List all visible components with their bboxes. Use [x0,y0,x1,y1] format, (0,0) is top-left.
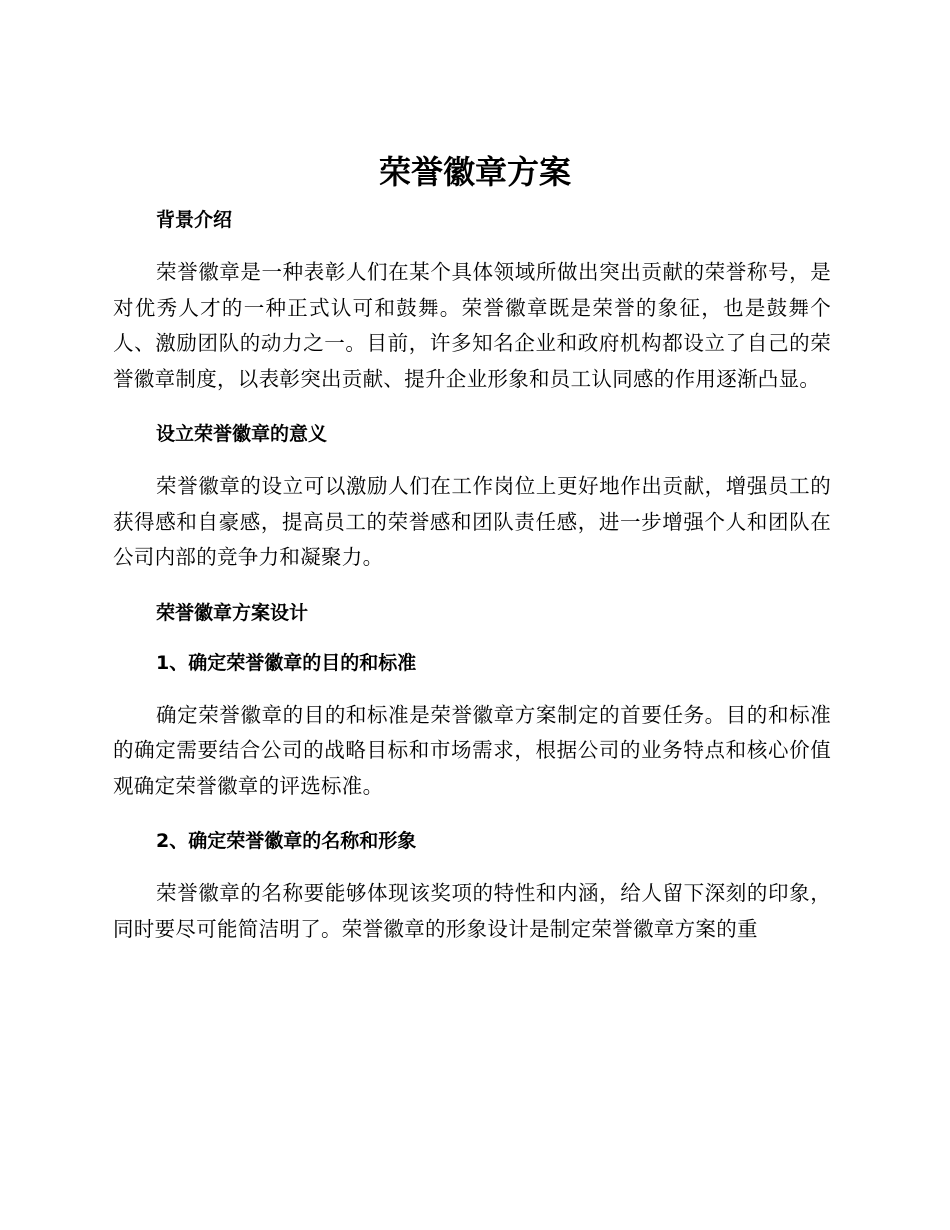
section-heading-background: 背景介绍 [156,209,233,231]
paragraph-background: 荣誉徽章是一种表彰人们在某个具体领域所做出突出贡献的荣誉称号，是对优秀人才的一种正式认可和鼓舞。荣誉徽章既是荣誉的象征，也是鼓舞个人、激励团队的动力之一。目前，许多知名企业和政府机构都设立了自己的荣誉徽章制度，以表彰突出贡献、提升企业形象和员工认同感的作用逐渐凸显。 [113,260,831,391]
section-heading-plan-design: 荣誉徽章方案设计 [156,601,309,624]
paragraph-name-image: 荣誉徽章的名称要能够体现该奖项的特性和内涵，给人留下深刻的印象，同时要尽可能简洁明了。荣誉徽章的形象设计是制定荣誉徽章方案的重 [113,881,831,941]
subheading-purpose-standards: 1、确定荣誉徽章的目的和标准 [156,651,417,674]
document-body [113,205,831,969]
document-title: 荣誉徽章方案 [378,153,571,191]
section-heading-significance: 设立荣誉徽章的意义 [156,423,328,445]
paragraph-significance: 荣誉徽章的设立可以激励人们在工作岗位上更好地作出贡献，增强员工的获得感和自豪感，提高员工的荣誉感和团队责任感，进一步增强个人和团队在公司内部的竞争力和凝聚力。 [113,474,831,569]
paragraph-purpose-standards: 确定荣誉徽章的目的和标准是荣誉徽章方案制定的首要任务。目的和标准的确定需要结合公司的战略目标和市场需求，根据公司的业务特点和核心价值观确定荣誉徽章的评选标准。 [113,702,831,798]
subheading-name-image: 2、确定荣誉徽章的名称和形象 [156,830,417,852]
